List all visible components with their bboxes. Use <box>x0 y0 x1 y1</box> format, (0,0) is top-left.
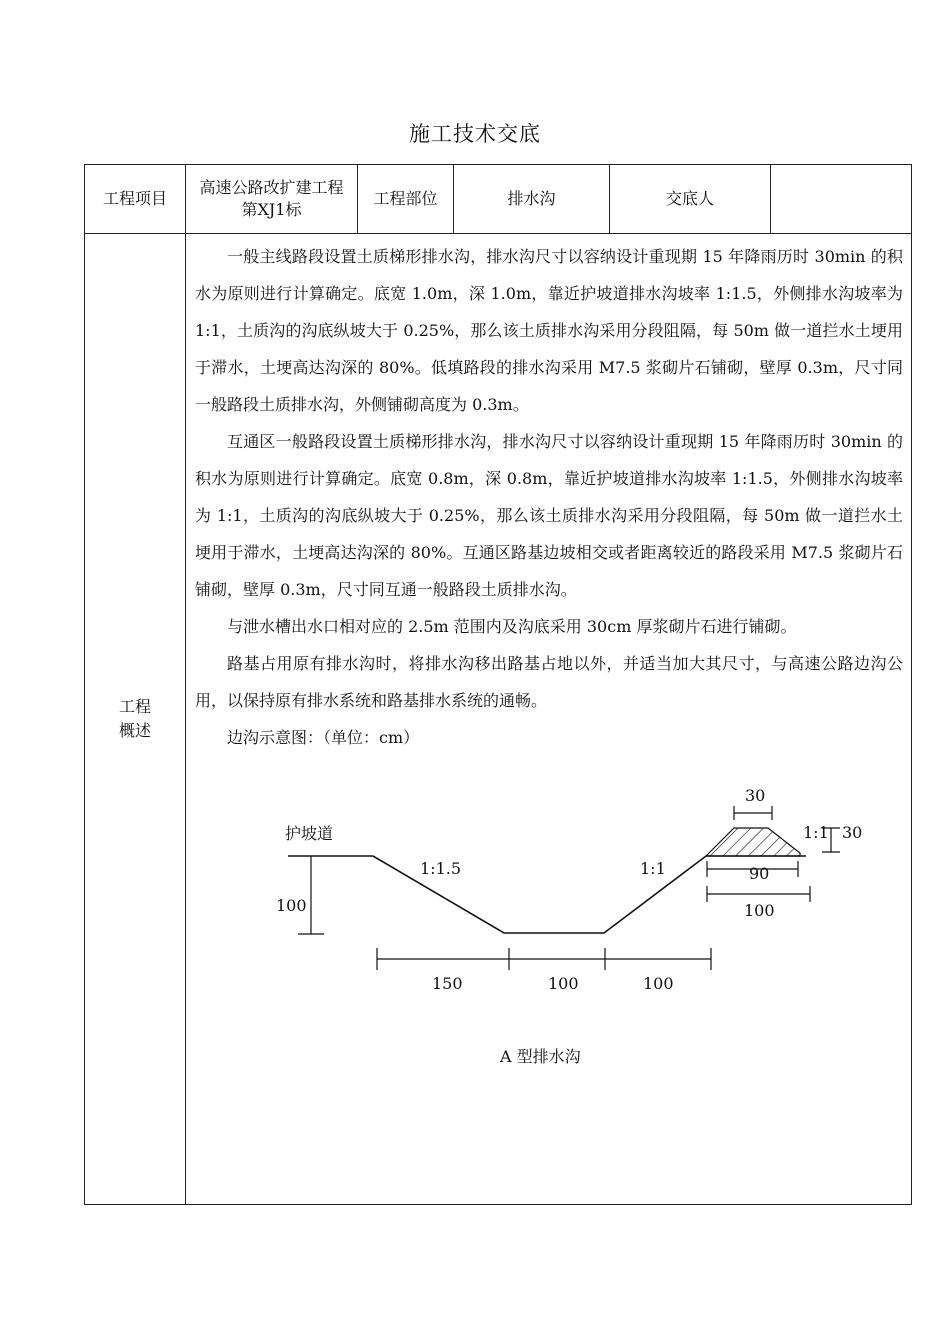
bottom-dim-2: 100 <box>548 974 579 993</box>
overview-label-text: 工程概述 <box>118 697 151 740</box>
paragraph-2: 互通区一般路段设置土质梯形排水沟，排水沟尺寸以容纳设计重现期 15 年降雨历时 30min 的积水为原则进行计算确定。底宽 0.8m，深 0.8m，靠近护坡道排水沟坡率 1:1.5，外侧排水沟坡率为 1:1，土质沟的沟底纵坡大于 0.25%，那么该土质排水沟采用分段阻隔，每 50m 做一道拦水土埂用于滞水，土埂高达沟深的 80%。互通区路基边坡相交或者距离较近的路段采用 M7.5 浆砌片石铺砌，壁厚 0.3m，尺寸同互通一般路段土质排水沟。 <box>195 432 903 599</box>
person-value <box>771 165 912 234</box>
mound-height-label: 30 <box>842 823 863 842</box>
bottom-dim-3: 100 <box>643 974 674 993</box>
overview-label <box>85 234 186 1205</box>
person-label: 交底人 <box>610 165 771 234</box>
project-label: 工程项目 <box>85 165 186 234</box>
overview-content <box>186 234 912 1205</box>
ditch-diagram <box>186 756 863 1066</box>
overview-text <box>186 234 911 756</box>
disclosure-table <box>84 164 912 1205</box>
top-width-label: 30 <box>745 786 766 805</box>
left-slope-label: 1:1.5 <box>420 859 462 878</box>
page-title: 施工技术交底 <box>409 122 541 146</box>
paragraph-5: 边沟示意图：（单位：cm） <box>227 728 420 747</box>
mound-shape <box>706 828 800 856</box>
paragraph-1: 一般主线路段设置土质梯形排水沟，排水沟尺寸以容纳设计重现期 15 年降雨历时 30min 的积水为原则进行计算确定。底宽 1.0m，深 1.0m，靠近护坡道排水沟坡率 1:1.5，外侧排水沟坡率为 1:1，土质沟的沟底纵坡大于 0.25%，那么该土质排水沟采用分段阻隔，每 50m 做一道拦水土埂用于滞水，土埂高达沟深的 80%。低填路段的排水沟采用 M7.5 浆砌片石铺砌，壁厚 0.3m，尺寸同一般路段土质排水沟，外侧铺砌高度为 0.3m。 <box>195 247 903 414</box>
depth-label: 100 <box>276 896 307 915</box>
mound-slope-label: 1:1 <box>803 823 829 842</box>
bottom-dim-1: 150 <box>432 974 463 993</box>
diagram-caption: A 型排水沟 <box>500 1047 581 1066</box>
mound-span-label: 100 <box>744 901 775 920</box>
mound-base-label: 90 <box>749 864 770 883</box>
header-row <box>85 165 912 234</box>
berm-label: 护坡道 <box>285 824 334 843</box>
project-value: 高速公路改扩建工程第XJ1标 <box>186 165 358 234</box>
overview-row <box>85 234 912 1205</box>
location-value: 排水沟 <box>454 165 610 234</box>
paragraph-4: 路基占用原有排水沟时，将排水沟移出路基占地以外，并适当加大其尺寸，与高速公路边沟公用，以保持原有排水系统和路基排水系统的通畅。 <box>195 654 903 710</box>
paragraph-3: 与泄水槽出水口相对应的 2.5m 范围内及沟底采用 30cm 厚浆砌片石进行铺砌。 <box>227 617 797 636</box>
ditch-diagram-svg <box>186 756 863 1066</box>
right-slope-label: 1:1 <box>640 859 666 878</box>
location-label: 工程部位 <box>358 165 454 234</box>
